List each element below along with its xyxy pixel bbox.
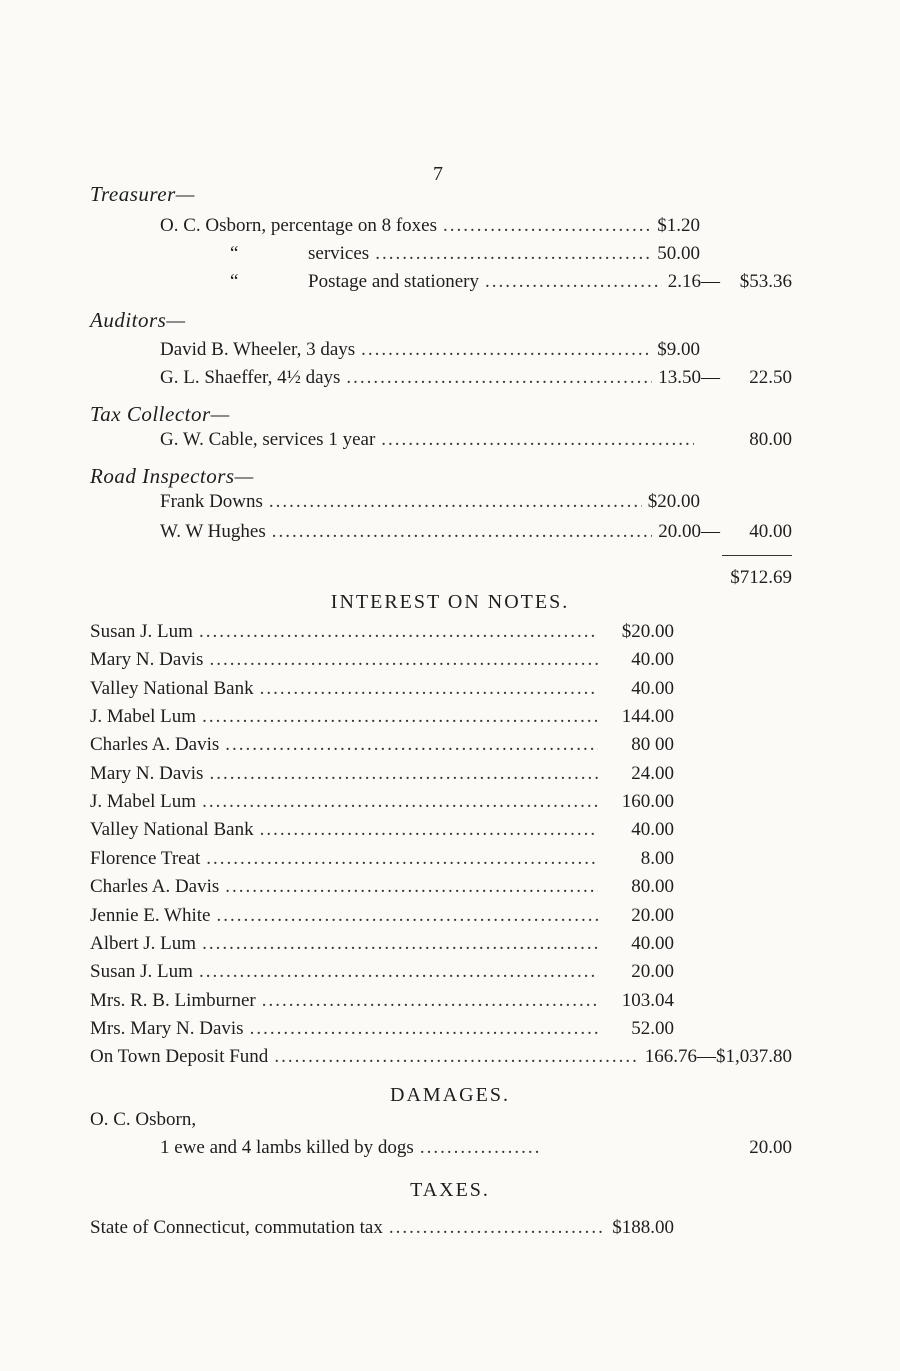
interest-amount: 52.00 [631,1017,674,1039]
taxes-label: State of Connecticut, commutation tax [90,1217,383,1238]
interest-amount: 80 00 [631,734,674,756]
tax-collector-heading: Tax Collector— [90,402,230,426]
treasurer-fox-amount: $1.20 [657,215,700,236]
interest-row [90,760,674,788]
leader-dots [202,930,598,958]
interest-amount: 103.04 [621,989,674,1011]
interest-row [90,618,674,646]
interest-amount: 8.00 [640,847,674,869]
page-number: 7 [433,163,443,185]
leader-dots [485,268,662,296]
subtotal: $712.69 [730,567,792,588]
road-inspectors-heading: Road Inspectors— [90,464,254,488]
interest-amount: 144.00 [621,706,674,728]
leader-dots [199,618,598,646]
leader-dots [381,426,694,454]
damages-name: O. C. Osborn, [90,1109,197,1130]
auditor-label: G. L. Shaeffer, 4½ days [160,367,341,388]
leader-dots [225,873,598,901]
tax-collector-label: G. W. Cable, services 1 year [160,429,376,450]
interest-row [90,930,674,958]
leader-dots [361,336,651,364]
auditors-heading: Auditors— [90,308,186,332]
ditto-mark: “ [230,243,239,264]
treasurer-services-amount: 50.00 [657,243,700,264]
treasurer-heading: Treasurer— [90,182,195,206]
treasurer-postage-label: Postage and stationery [308,271,479,292]
leader-dots [346,364,652,392]
tax-collector-row [160,426,700,454]
interest-label: Mary N. Davis [90,649,204,671]
interest-row [90,816,674,844]
subtotal-rule [722,555,792,556]
ditto-mark: “ [230,271,239,292]
leader-dots [209,646,598,674]
interest-label: Albert J. Lum [90,932,197,954]
interest-section-title: INTEREST ON NOTES. [330,591,570,613]
interest-label: Valley National Bank [90,819,254,841]
treasurer-fox-label: O. C. Osborn, percentage on 8 foxes [160,215,438,236]
interest-label: Susan J. Lum [90,621,193,642]
leader-dots [420,1134,540,1162]
leader-dots [202,788,598,816]
treasurer-total: $53.36 [739,271,792,292]
treasurer-postage-row [308,268,720,296]
interest-amount: 40.00 [631,932,674,954]
auditor-amount: $9.00 [657,339,700,360]
interest-amount: 160.00 [621,791,674,813]
damages-row [160,1134,546,1162]
road-inspectors-total: 40.00 [749,521,792,542]
leader-dots [262,987,598,1015]
leader-dots [209,760,598,788]
leader-dots [443,212,651,240]
interest-amount: 166.76—$1,037.80 [644,1046,792,1068]
interest-row [90,1043,792,1071]
treasurer-services-row [308,240,700,268]
road-inspector-amount: 20.00— [658,521,720,542]
tax-collector-total: 80.00 [749,429,792,450]
interest-label: J. Mabel Lum [90,706,197,728]
interest-label: Florence Treat [90,847,201,869]
interest-label: Mrs. R. B. Limburner [90,989,256,1011]
interest-label: Valley National Bank [90,677,254,699]
interest-row [90,987,674,1015]
road-inspector-amount: $20.00 [647,491,700,512]
leader-dots [199,958,598,986]
leader-dots [250,1015,598,1043]
interest-row [90,1015,674,1043]
damages-section-title: DAMAGES. [390,1084,510,1106]
interest-label: Jennie E. White [90,904,211,926]
leader-dots [216,902,598,930]
road-inspector-label: W. W Hughes [160,521,266,542]
leader-dots [269,488,642,516]
interest-row [90,731,674,759]
interest-amount: 20.00 [631,904,674,926]
auditor-amount: 13.50— [658,367,720,388]
interest-amount: 20.00 [631,961,674,983]
taxes-amount: $188.00 [612,1217,674,1238]
interest-amount: 80.00 [631,876,674,898]
auditor-label: David B. Wheeler, 3 days [160,339,356,360]
interest-row [90,788,674,816]
treasurer-services-label: services [308,243,370,264]
interest-row [90,845,674,873]
interest-label: Charles A. Davis [90,876,220,898]
road-inspector-row [160,518,720,546]
interest-amount: 40.00 [631,677,674,699]
interest-row [90,902,674,930]
road-inspector-label: Frank Downs [160,491,263,512]
interest-amount: 40.00 [631,649,674,671]
interest-label: Mrs. Mary N. Davis [90,1017,244,1039]
interest-row [90,873,674,901]
interest-label: On Town Deposit Fund [90,1046,269,1068]
damages-label: 1 ewe and 4 lambs killed by dogs [160,1137,414,1158]
leader-dots [225,731,598,759]
interest-amount: $20.00 [621,621,674,642]
auditor-row [160,336,700,364]
leader-dots [260,675,598,703]
interest-row [90,703,674,731]
damages-total: 20.00 [749,1137,792,1158]
leader-dots [206,845,598,873]
leader-dots [375,240,651,268]
taxes-section-title: TAXES. [410,1179,490,1201]
interest-label: Charles A. Davis [90,734,220,756]
interest-row [90,646,674,674]
treasurer-fox-row [160,212,700,240]
auditors-total: 22.50 [749,367,792,388]
road-inspector-row [160,488,700,516]
leader-dots [274,1043,638,1071]
interest-label: Mary N. Davis [90,762,204,784]
interest-amount: 24.00 [631,762,674,784]
leader-dots [202,703,598,731]
interest-row [90,675,674,703]
taxes-row [90,1214,674,1242]
interest-label: Susan J. Lum [90,961,193,983]
auditor-row [160,364,720,392]
leader-dots [389,1214,606,1242]
interest-label: J. Mabel Lum [90,791,197,813]
leader-dots [260,816,598,844]
interest-row [90,958,674,986]
leader-dots [272,518,653,546]
interest-amount: 40.00 [631,819,674,841]
treasurer-postage-amount: 2.16— [667,271,720,292]
